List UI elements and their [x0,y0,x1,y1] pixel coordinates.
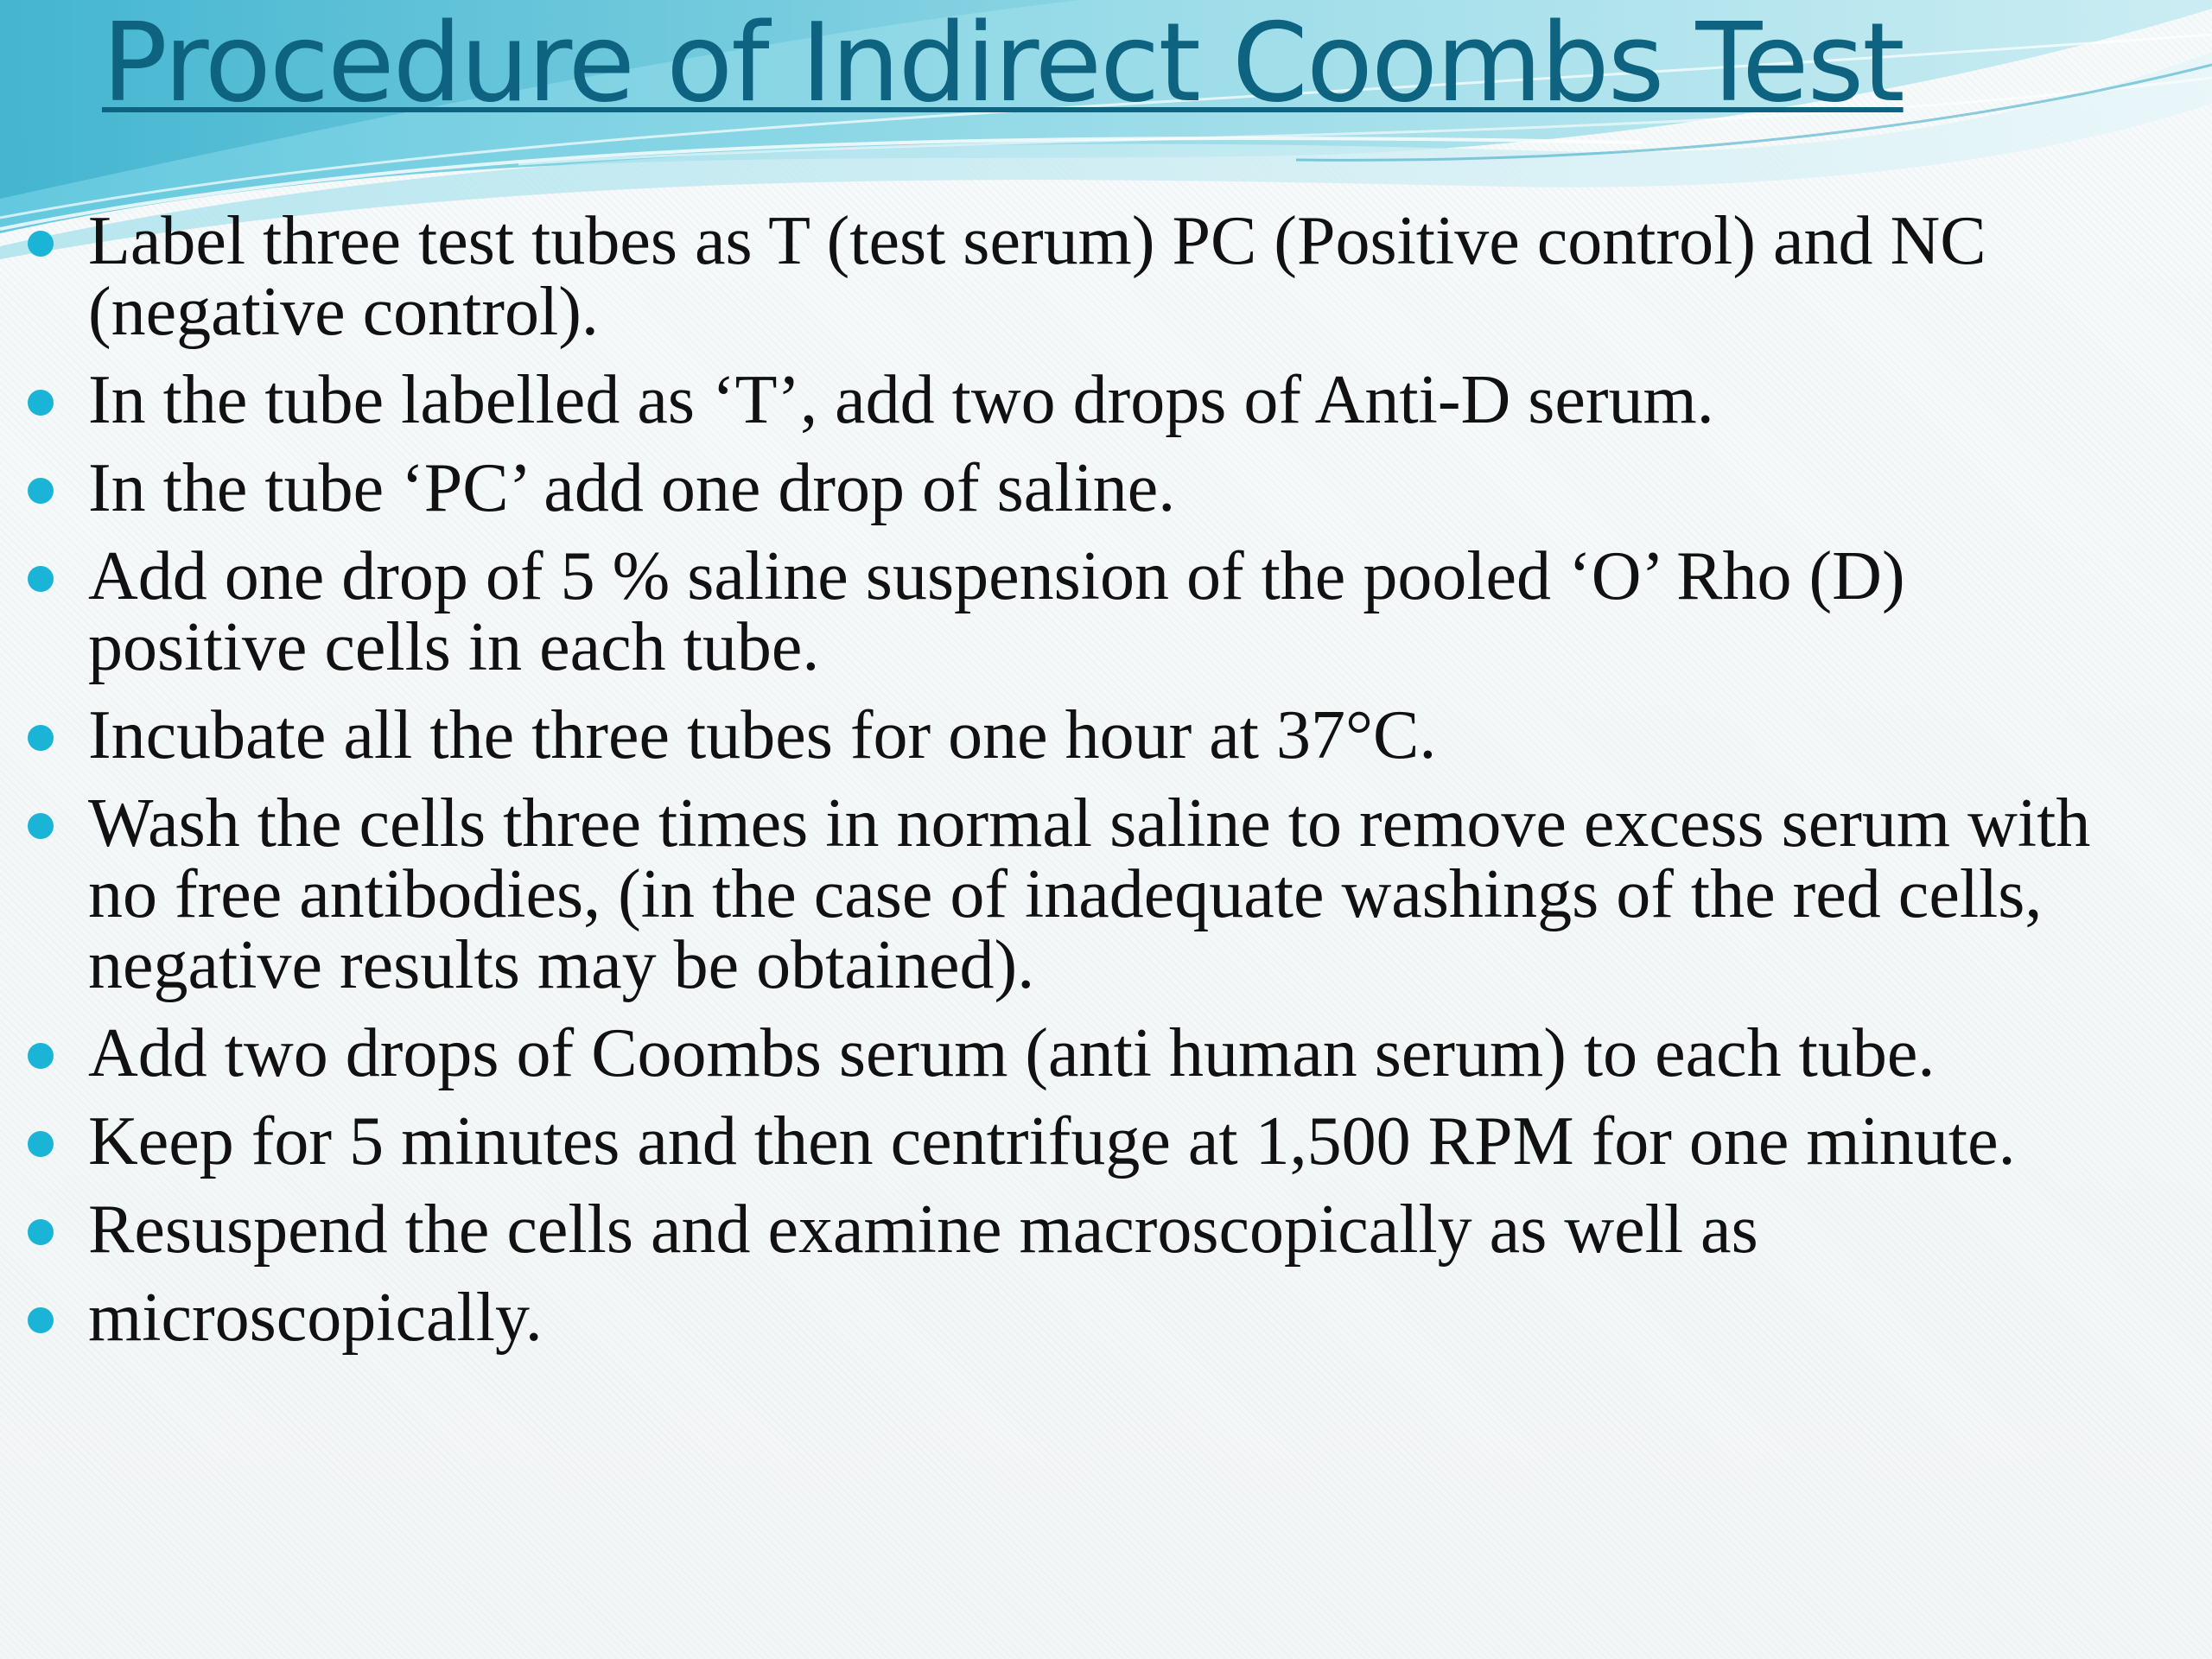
bullet-dot-icon [28,1131,54,1157]
bullet-item [0,362,2108,438]
bullet-item [0,450,2108,526]
bullet-dot-icon [28,478,54,504]
bullet-dot-icon [28,566,54,592]
bullet-item [0,1015,2108,1091]
bullet-dot-icon [28,813,54,839]
bullet-text: In the tube ‘PC’ add one drop of saline. [88,450,1176,526]
bullet-dot-icon [28,390,54,416]
bullet-dot-icon [28,725,54,751]
bullet-item [0,1103,2108,1179]
bullet-text: Add one drop of 5 % saline suspension of the pooled ‘O’ Rho (D) positive cells in each tube. [88,538,1905,685]
bullet-text: Wash the cells three times in normal saline to remove excess serum with no free antibodies, (in the case of inadequate washings of the red cells, negative results may be obtained). [88,785,2091,1003]
bullet-text: microscopically. [88,1280,543,1356]
bullet-text: Label three test tubes as T (test serum) PC (Positive control) and NC (negative control). [88,203,1986,350]
bullet-item [0,1280,2108,1356]
bullet-item [0,785,2108,1003]
bullet-list [0,203,2108,1370]
bullet-text: Incubate all the three tubes for one hour at 37°C. [88,697,1437,773]
bullet-dot-icon [28,1307,54,1333]
bullet-text: In the tube labelled as ‘T’, add two drops of Anti-D serum. [88,362,1714,438]
bullet-text: Add two drops of Coombs serum (anti human serum) to each tube. [88,1015,1936,1091]
slide-title: Procedure of Indirect Coombs Test [102,0,1904,126]
bullet-dot-icon [28,231,54,257]
bullet-text: Keep for 5 minutes and then centrifuge at 1,500 RPM for one minute. [88,1103,2016,1179]
bullet-dot-icon [28,1219,54,1245]
bullet-item [0,1192,2108,1268]
bullet-item [0,697,2108,773]
bullet-dot-icon [28,1043,54,1069]
bullet-text: Resuspend the cells and examine macroscopically as well as [88,1192,1758,1268]
bullet-item [0,538,2108,685]
bullet-item [0,203,2108,350]
